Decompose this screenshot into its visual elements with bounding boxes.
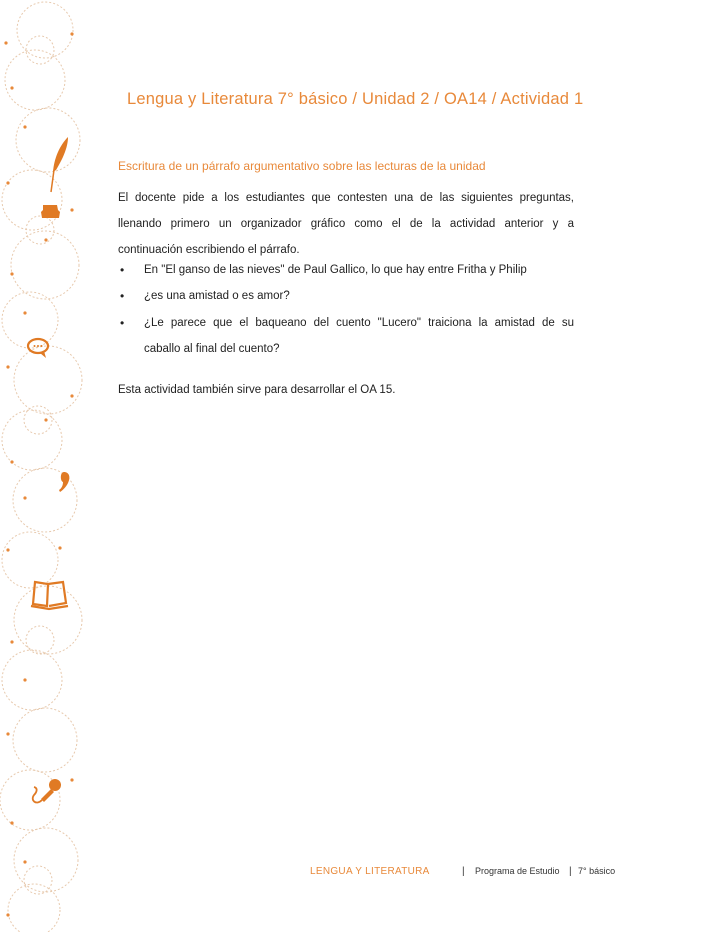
microphone-icon bbox=[33, 779, 61, 803]
list-item-text: ¿Le parece que el baqueano del cuento "Lucero" traiciona la amistad de su bbox=[144, 317, 574, 329]
footer-separator: | bbox=[462, 866, 465, 877]
bullet-icon: • bbox=[120, 263, 125, 277]
section-subtitle: Escritura de un párrafo argumentativo sobre las lecturas de la unidad bbox=[118, 159, 486, 173]
comma-icon bbox=[59, 472, 69, 492]
activity-note: Esta actividad también sirve para desarrollar el OA 15. bbox=[118, 384, 396, 396]
intro-line: El docente pide a los estudiantes que contesten una de las siguientes preguntas, bbox=[118, 192, 574, 204]
list-item-text: En "El ganso de las nieves" de Paul Gallico, lo que hay entre Fritha y Philip bbox=[144, 264, 527, 276]
bullet-icon: • bbox=[120, 289, 125, 303]
footer-separator: | bbox=[569, 866, 572, 877]
page-title: Lengua y Literatura 7° básico / Unidad 2 / OA14 / Actividad 1 bbox=[127, 90, 584, 108]
intro-line: continuación escribiendo el párrafo. bbox=[118, 244, 300, 256]
footer-subject: LENGUA Y LITERATURA bbox=[310, 866, 430, 877]
feather-quill-icon bbox=[51, 137, 68, 192]
speech-bubble-icon bbox=[28, 339, 48, 358]
list-item-text: ¿es una amistad o es amor? bbox=[144, 290, 290, 302]
intro-line: llenando primero un organizador gráfico como el de la actividad anterior y a bbox=[118, 218, 574, 230]
list-item-text: caballo al final del cuento? bbox=[144, 343, 280, 355]
decorative-border bbox=[0, 0, 90, 932]
footer-grade: 7° básico bbox=[578, 866, 616, 876]
inkpot-icon bbox=[41, 205, 60, 218]
footer-program: Programa de Estudio bbox=[475, 866, 560, 876]
intro-paragraph bbox=[118, 185, 574, 263]
bullet-icon: • bbox=[120, 316, 125, 330]
